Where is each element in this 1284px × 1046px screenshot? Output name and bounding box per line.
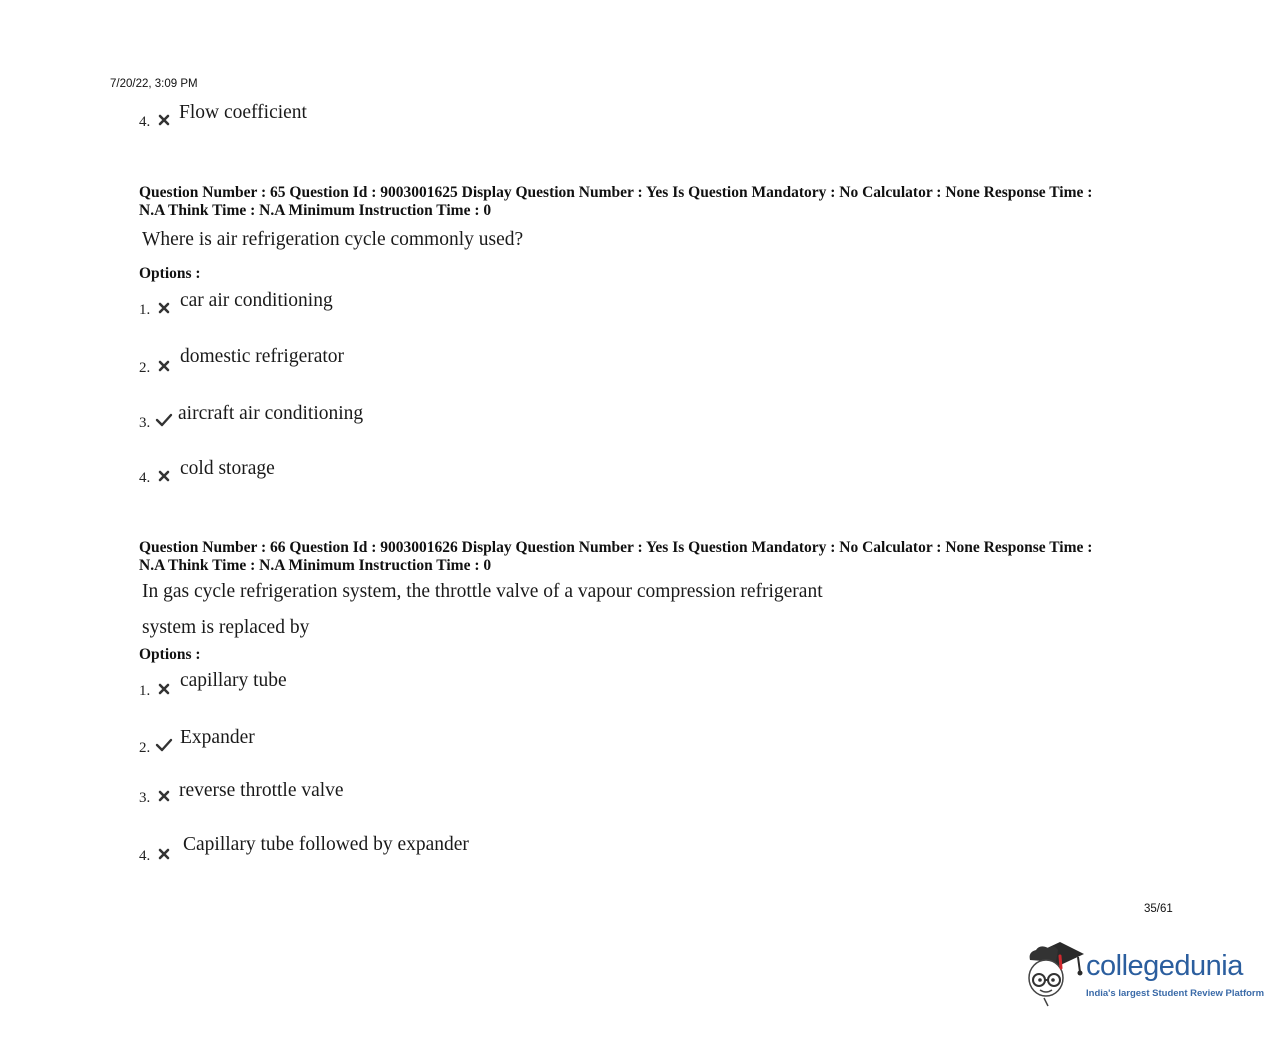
question-text: system is replaced by	[142, 617, 310, 638]
options-label: Options :	[139, 265, 201, 282]
option-text: cold storage	[180, 458, 275, 479]
option-number: 2.	[139, 740, 151, 756]
page-number: 35/61	[1144, 903, 1173, 915]
collegedunia-logo	[1022, 938, 1265, 1010]
option-number: 3.	[139, 415, 151, 431]
logo-tagline: India's largest Student Review Platform	[1086, 988, 1265, 999]
option-text: domestic refrigerator	[180, 346, 345, 367]
cross-icon	[157, 469, 171, 483]
question-text: In gas cycle refrigeration system, the throttle valve of a vapour compression refrigerant	[142, 581, 823, 602]
option-text: aircraft air conditioning	[178, 403, 364, 424]
check-icon	[155, 413, 173, 427]
question-meta-line: N.A Think Time : N.A Minimum Instruction Time : 0	[139, 557, 492, 574]
cross-icon	[157, 359, 171, 373]
mascot-icon	[1022, 938, 1086, 1010]
option-number: 1.	[139, 683, 151, 699]
option-text: Expander	[180, 727, 255, 748]
cross-icon	[157, 682, 171, 696]
option-text: Flow coefficient	[179, 102, 307, 123]
question-meta	[139, 184, 1159, 220]
option-number: 4.	[139, 114, 151, 130]
options-label: Options :	[139, 646, 201, 663]
question-meta-line: N.A Think Time : N.A Minimum Instruction Time : 0	[139, 202, 492, 219]
question-meta-line: Question Number : 66 Question Id : 9003001626 Display Question Number : Yes Is Question Mandatory : No Calculator : None Response Time :	[139, 539, 1093, 556]
option-text: Capillary tube followed by expander	[183, 834, 469, 855]
option-text: car air conditioning	[180, 290, 333, 311]
check-icon	[155, 738, 173, 752]
option-number: 1.	[139, 302, 151, 318]
print-timestamp: 7/20/22, 3:09 PM	[110, 78, 198, 90]
option-number: 3.	[139, 790, 151, 806]
cross-icon	[157, 301, 171, 315]
option-text: capillary tube	[180, 670, 287, 691]
option-number: 2.	[139, 360, 151, 376]
question-meta	[139, 539, 1159, 575]
logo-wordmark: collegedunia	[1086, 950, 1243, 982]
question-text: Where is air refrigeration cycle commonly used?	[142, 229, 524, 250]
option-number: 4.	[139, 848, 151, 864]
option-text: reverse throttle valve	[179, 780, 344, 801]
cross-icon	[157, 789, 171, 803]
cross-icon	[157, 847, 171, 861]
cross-icon	[157, 113, 171, 127]
option-number: 4.	[139, 470, 151, 486]
question-meta-line: Question Number : 65 Question Id : 9003001625 Display Question Number : Yes Is Question Mandatory : No Calculator : None Response Time :	[139, 184, 1093, 201]
